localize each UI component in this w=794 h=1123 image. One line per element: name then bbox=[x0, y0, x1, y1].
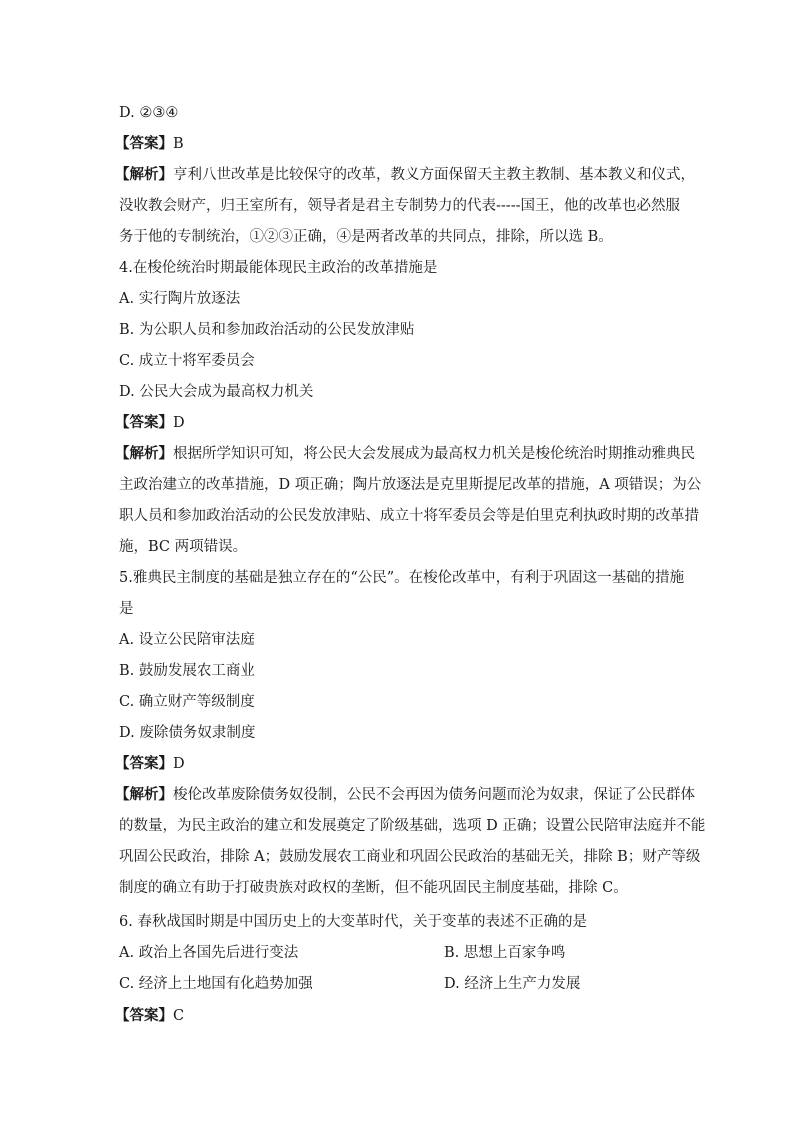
q5-option-d: D. 废除债务奴隶制度 bbox=[119, 725, 256, 741]
q6-stem: 6. 春秋战国时期是中国历史上的大变革时代，关于变革的表述不正确的是 bbox=[119, 914, 587, 930]
q5-stem-line-1: 5.雅典民主制度的基础是独立存在的“公民”。在梭伦改革中，有利于巩固这一基础的措施 bbox=[119, 570, 685, 586]
q4-option-b: B. 为公职人员和参加政治活动的公民发放津贴 bbox=[119, 322, 415, 338]
q3-answer bbox=[115, 134, 679, 154]
analysis-text: 亨利八世改革是比较保守的改革，教义方面保留天主教主教制、基本教义和仪式， bbox=[173, 167, 695, 183]
q4-analysis-line-3: 职人员和参加政治活动的公民发放津贴、成立十将军委员会等是伯里克利执政时期的改革措 bbox=[119, 508, 699, 524]
answer-value: C bbox=[173, 1008, 185, 1024]
q5-analysis-line-1 bbox=[115, 785, 695, 805]
analysis-text: 根据所学知识可知，将公民大会发展成为最高权力机关是梭伦统治时期推动雅典民 bbox=[173, 446, 695, 462]
q5-stem-line-2: 是 bbox=[119, 601, 134, 617]
q4-analysis-line-4: 施，BC 两项错误。 bbox=[119, 539, 248, 555]
q4-stem: 4.在梭伦统治时期最能体现民主政治的改革措施是 bbox=[119, 260, 438, 276]
answer-tag: 【答案】 bbox=[115, 755, 173, 772]
q6-option-c: C. 经济上土地国有化趋势加强 bbox=[119, 976, 313, 992]
answer-tag: 【答案】 bbox=[115, 414, 173, 431]
q5-analysis-line-2: 的数量，为民主政治的建立和发展奠定了阶级基础，选项 D 正确；设置公民陪审法庭并不能 bbox=[119, 818, 706, 834]
q3-analysis-line-3: 务于他的专制统治，①②③正确，④是两者改革的共同点，排除，所以选 B。 bbox=[119, 229, 613, 245]
analysis-tag: 【解析】 bbox=[115, 786, 173, 803]
q4-answer bbox=[115, 413, 679, 433]
answer-value: D bbox=[173, 415, 185, 431]
q5-analysis-line-4: 制度的确立有助于打破贵族对政权的垄断，但不能巩固民主制度基础，排除 C。 bbox=[119, 880, 628, 896]
analysis-tag: 【解析】 bbox=[115, 445, 173, 462]
answer-value: D bbox=[173, 756, 185, 772]
q6-option-b: B. 思想上百家争鸣 bbox=[444, 945, 566, 961]
q6-option-d: D. 经济上生产力发展 bbox=[444, 976, 581, 992]
q5-option-a: A. 设立公民陪审法庭 bbox=[119, 632, 255, 648]
q3-analysis-line-1 bbox=[115, 165, 695, 185]
answer-tag: 【答案】 bbox=[115, 135, 173, 152]
q5-option-c: C. 确立财产等级制度 bbox=[119, 694, 255, 710]
q4-option-c: C. 成立十将军委员会 bbox=[119, 353, 255, 369]
answer-value: B bbox=[173, 136, 184, 152]
q3-option-d: D. ②③④ bbox=[119, 105, 179, 121]
analysis-text: 梭伦改革废除债务奴役制，公民不会再因为债务问题而沦为奴隶，保证了公民群体 bbox=[173, 787, 695, 803]
q5-option-b: B. 鼓励发展农工商业 bbox=[119, 663, 255, 679]
q5-answer bbox=[115, 754, 679, 774]
answer-tag: 【答案】 bbox=[115, 1007, 173, 1024]
q6-answer bbox=[115, 1006, 679, 1026]
q4-analysis-line-1 bbox=[115, 444, 695, 464]
q6-option-a: A. 政治上各国先后进行变法 bbox=[119, 945, 299, 961]
analysis-tag: 【解析】 bbox=[115, 166, 173, 183]
q4-analysis-line-2: 主政治建立的改革措施，D 项正确；陶片放逐法是克里斯提尼改革的措施，A 项错误；为公 bbox=[119, 477, 702, 493]
q4-option-a: A. 实行陶片放逐法 bbox=[119, 291, 241, 307]
q3-analysis-line-2: 没收教会财产，归王室所有，领导者是君主专制势力的代表-----国王，他的改革也必然服 bbox=[119, 198, 680, 214]
q5-analysis-line-3: 巩固公民政治，排除 A；鼓励发展农工商业和巩固公民政治的基础无关，排除 B；财产等级 bbox=[119, 849, 701, 865]
q4-option-d: D. 公民大会成为最高权力机关 bbox=[119, 384, 314, 400]
